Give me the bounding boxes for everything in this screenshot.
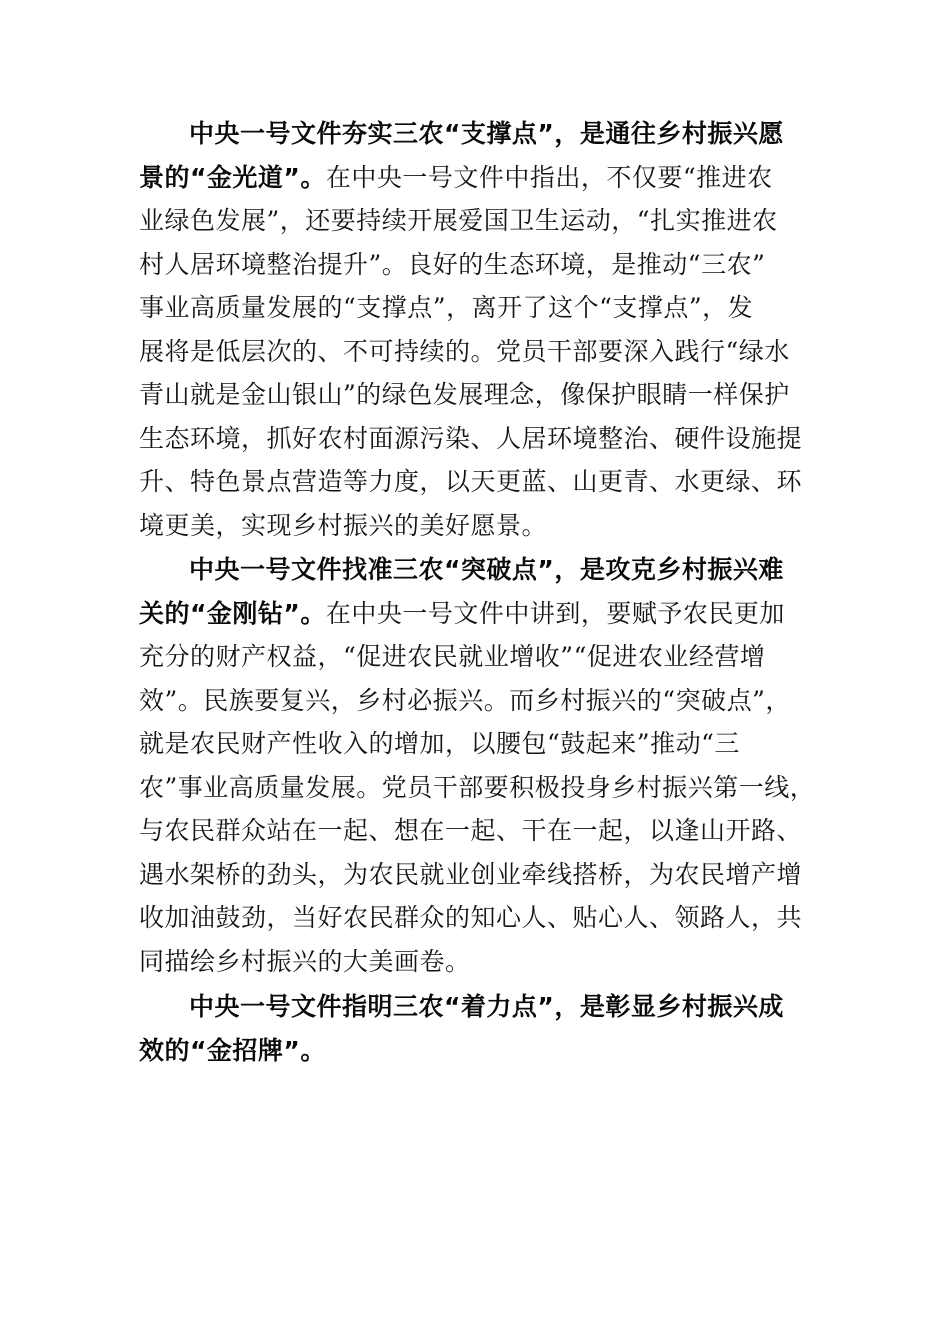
paragraph-1 [139, 112, 829, 547]
bold-lead-text: 效的“金招牌”。 [139, 1035, 326, 1065]
body-text: 业绿色发展”，还要持续开展爱国卫生运动，“扎实推进农 [139, 206, 778, 235]
body-text: 就是农民财产性收入的增加，以腰包“鼓起来”推动“三 [139, 729, 740, 758]
body-text: 升、特色景点营造等力度，以天更蓝、山更青、水更绿、环 [139, 467, 803, 496]
body-text: 生态环境，抓好农村面源污染、人居环境整治、硬件设施提 [139, 423, 803, 453]
text-line [139, 940, 829, 984]
paragraph-3 [139, 985, 829, 1072]
text-line [139, 809, 829, 853]
body-text: 在中央一号文件中讲到，要赋予农民更加 [325, 598, 785, 628]
text-line [139, 548, 829, 592]
body-text: 在中央一号文件中指出，不仅要“推进农 [325, 162, 773, 192]
text-line [139, 373, 829, 417]
body-text: 展将是低层次的、不可持续的。党员干部要深入践行“绿水 [139, 336, 790, 366]
text-line [139, 896, 829, 940]
text-line [139, 722, 829, 766]
bold-lead-text: 景的“金光道”。 [139, 162, 326, 192]
body-text: 同描绘乡村振兴的大美画卷。 [139, 946, 471, 976]
paragraph-2 [139, 548, 829, 983]
text-line [139, 853, 829, 897]
text-line [139, 417, 829, 461]
body-text: 效”。民族要复兴，乡村必振兴。而乡村振兴的“突破点”， [139, 685, 791, 715]
text-line [139, 504, 829, 548]
text-line [139, 330, 829, 374]
body-text: 事业高质量发展的“支撑点”，离开了这个“支撑点”，发 [139, 293, 754, 322]
body-text: 村人居环境整治提升”。良好的生态环境，是推动“三农” [139, 249, 766, 279]
text-line [139, 635, 829, 679]
text-line [139, 985, 829, 1029]
body-text: 青山就是金山银山”的绿色发展理念，像保护眼睛一样保护 [139, 380, 790, 409]
text-line [139, 592, 829, 636]
body-text: 收加油鼓劲，当好农民群众的知心人、贴心人、领路人，共 [139, 903, 803, 932]
text-line [139, 286, 829, 330]
bold-lead-text: 中央一号文件夯实三农“支撑点”，是通往乡村振兴愿 [189, 119, 784, 148]
body-text: 充分的财产权益，“促进农民就业增收”“促进农业经营增 [139, 642, 766, 671]
bold-lead-text: 关的“金刚钻”。 [139, 598, 326, 628]
bold-lead-text: 中央一号文件指明三农“着力点”，是彰显乡村振兴成 [189, 992, 784, 1021]
text-line [139, 766, 829, 810]
body-text: 境更美，实现乡村振兴的美好愿景。 [139, 510, 548, 540]
body-text: 农”事业高质量发展。党员干部要积极投身乡村振兴第一线， [139, 772, 816, 802]
body-text: 遇水架桥的劲头，为农民就业创业牵线搭桥，为农民增产增 [139, 859, 803, 889]
text-line [139, 243, 829, 287]
text-line [139, 460, 829, 504]
text-line [139, 679, 829, 723]
text-line [139, 199, 829, 243]
text-line [139, 112, 829, 156]
text-line [139, 1029, 829, 1073]
body-text: 与农民群众站在一起、想在一起、干在一起，以逢山开路、 [139, 816, 803, 845]
bold-lead-text: 中央一号文件找准三农“突破点”，是攻克乡村振兴难 [189, 555, 784, 584]
text-line [139, 156, 829, 200]
